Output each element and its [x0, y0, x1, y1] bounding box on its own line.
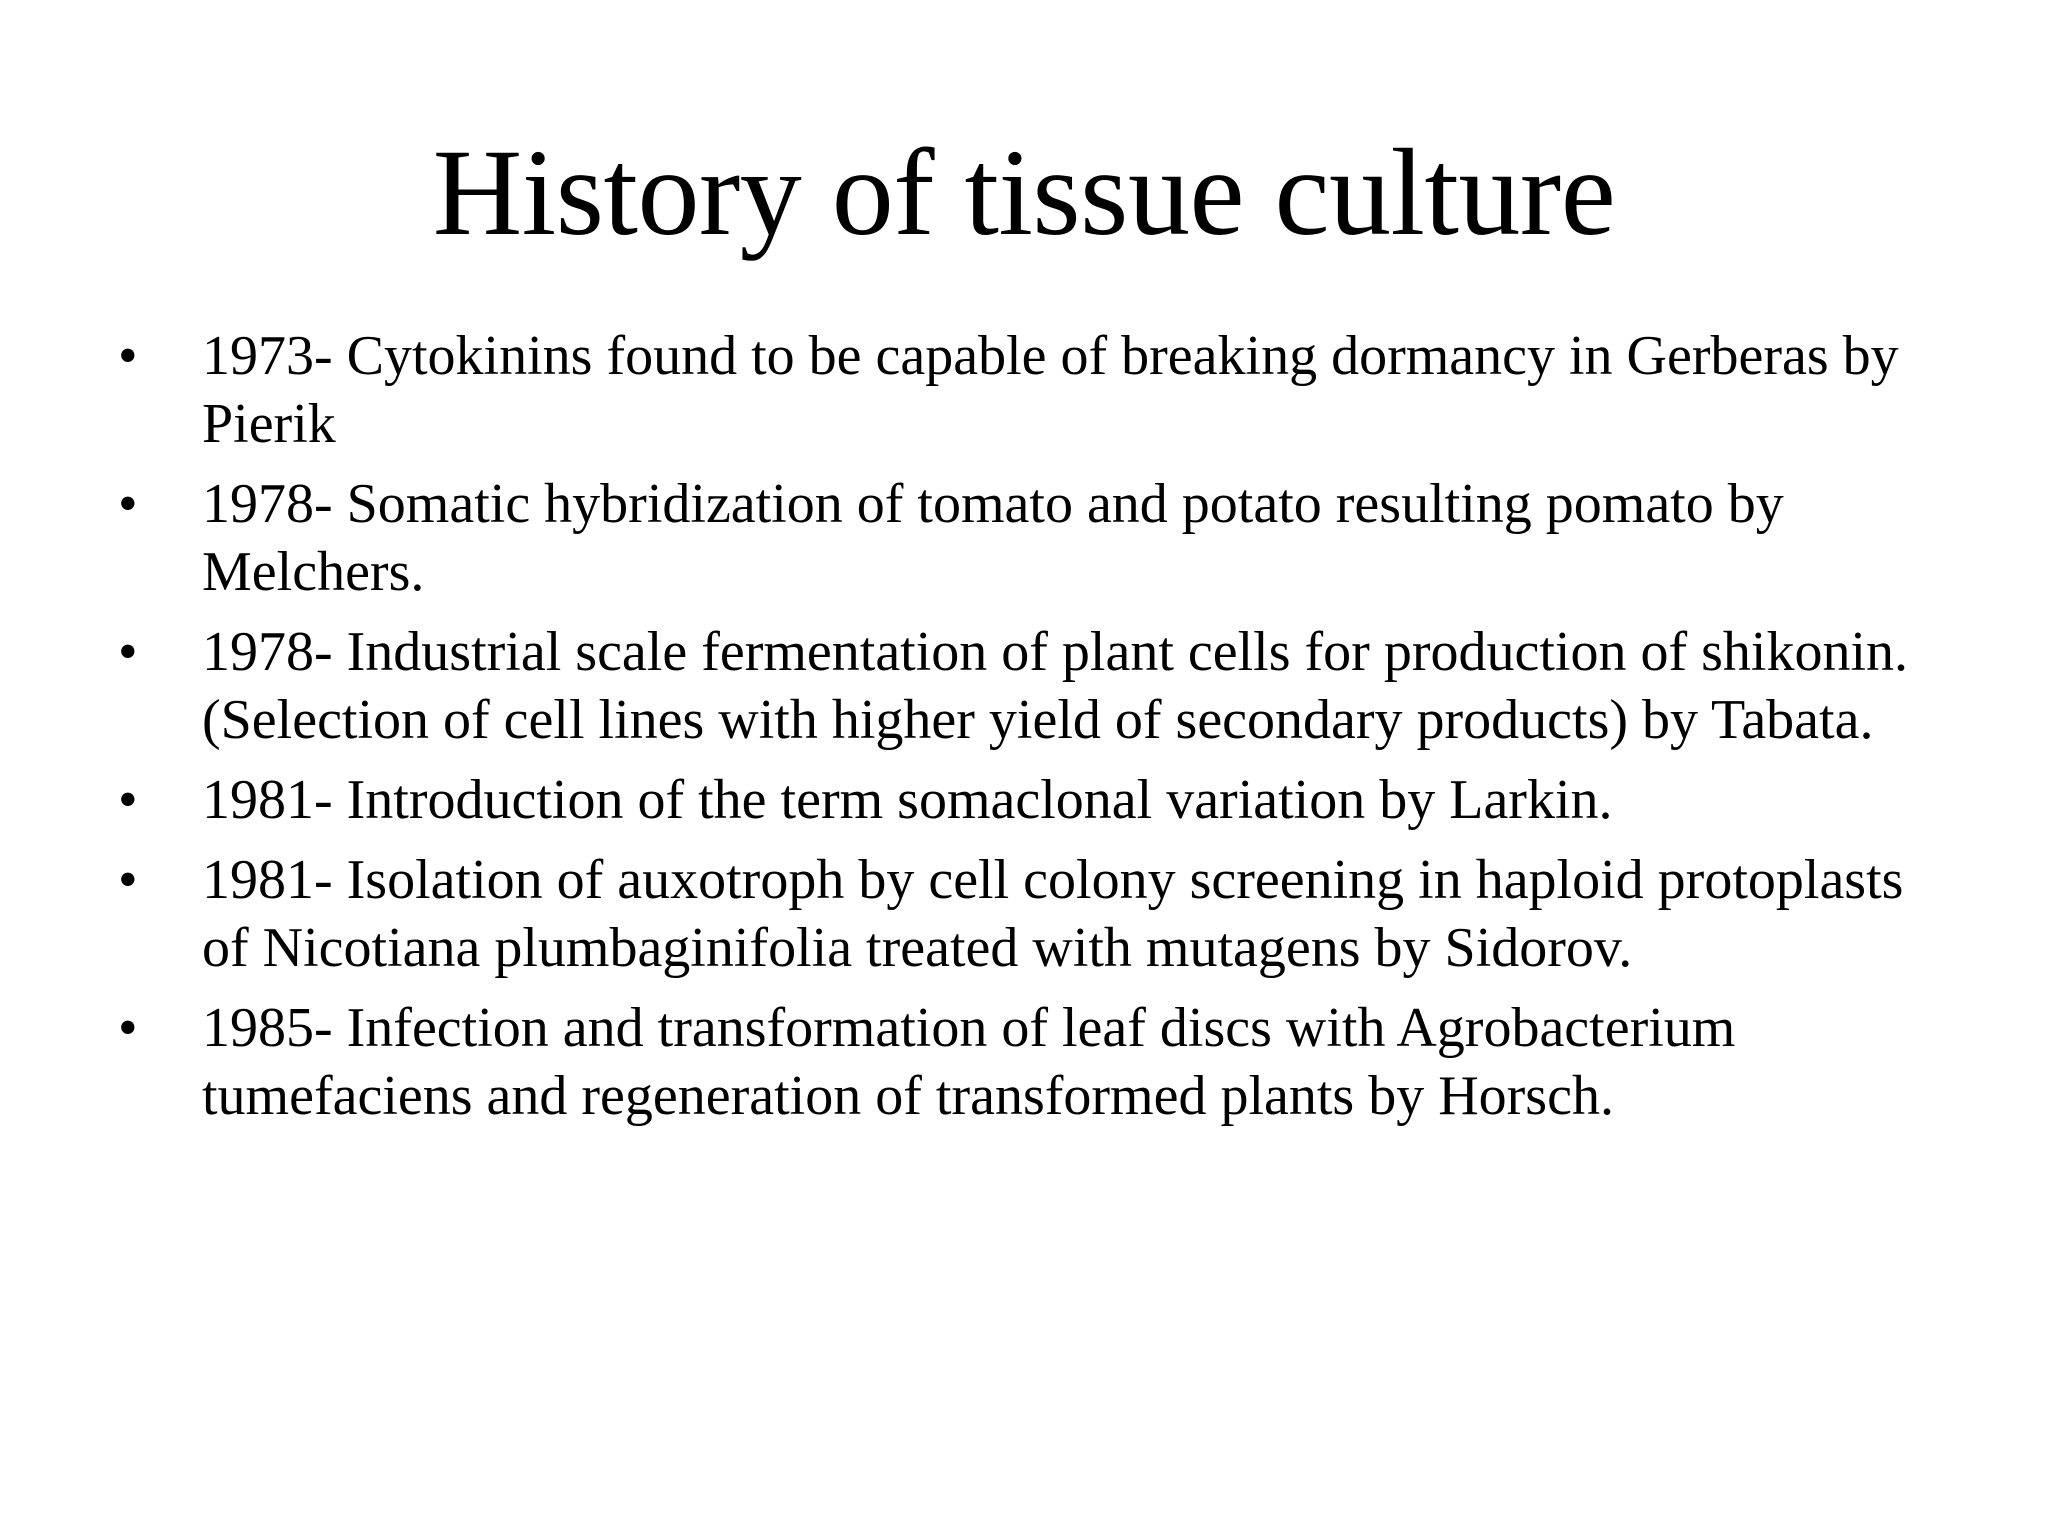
bullet-icon: • [118, 997, 138, 1059]
bullet-icon: • [118, 769, 138, 831]
bullet-icon: • [118, 325, 138, 387]
bullet-item-1973-cytokinins [118, 322, 1948, 458]
slide-title: History of tissue culture [432, 124, 1616, 261]
bullet-icon: • [118, 621, 138, 683]
bullet-text: 1985- Infection and transformation of leaf discs with Agrobacterium tumefaciens and regeneration of transformed plants by Horsch. [202, 997, 1736, 1127]
bullet-item-1978-somatic-hybridization [118, 470, 1948, 606]
bullet-text: 1973- Cytokinins found to be capable of breaking dormancy in Gerberas by Pierik [202, 325, 1899, 455]
bullet-list [118, 322, 1948, 1142]
bullet-text: 1981- Introduction of the term somaclonal variation by Larkin. [202, 769, 1613, 831]
bullet-icon: • [118, 473, 138, 535]
bullet-text: 1978- Somatic hybridization of tomato and potato resulting pomato by Melchers. [202, 473, 1784, 603]
bullet-text: 1978- Industrial scale fermentation of plant cells for production of shikonin. (Selection of cell lines with higher yield of secondary products) by Tabata. [202, 621, 1909, 751]
bullet-icon: • [118, 849, 138, 911]
bullet-item-1985-leaf-disc-transformation [118, 994, 1948, 1130]
bullet-item-1978-industrial-fermentation [118, 618, 1948, 754]
bullet-text: 1981- Isolation of auxotroph by cell colony screening in haploid protoplasts of Nicotiana plumbaginifolia treated with mutagens by Sidorov. [202, 849, 1904, 979]
bullet-item-1981-somaclonal-variation [118, 766, 1948, 834]
bullet-item-1981-auxotroph-isolation [118, 846, 1948, 982]
